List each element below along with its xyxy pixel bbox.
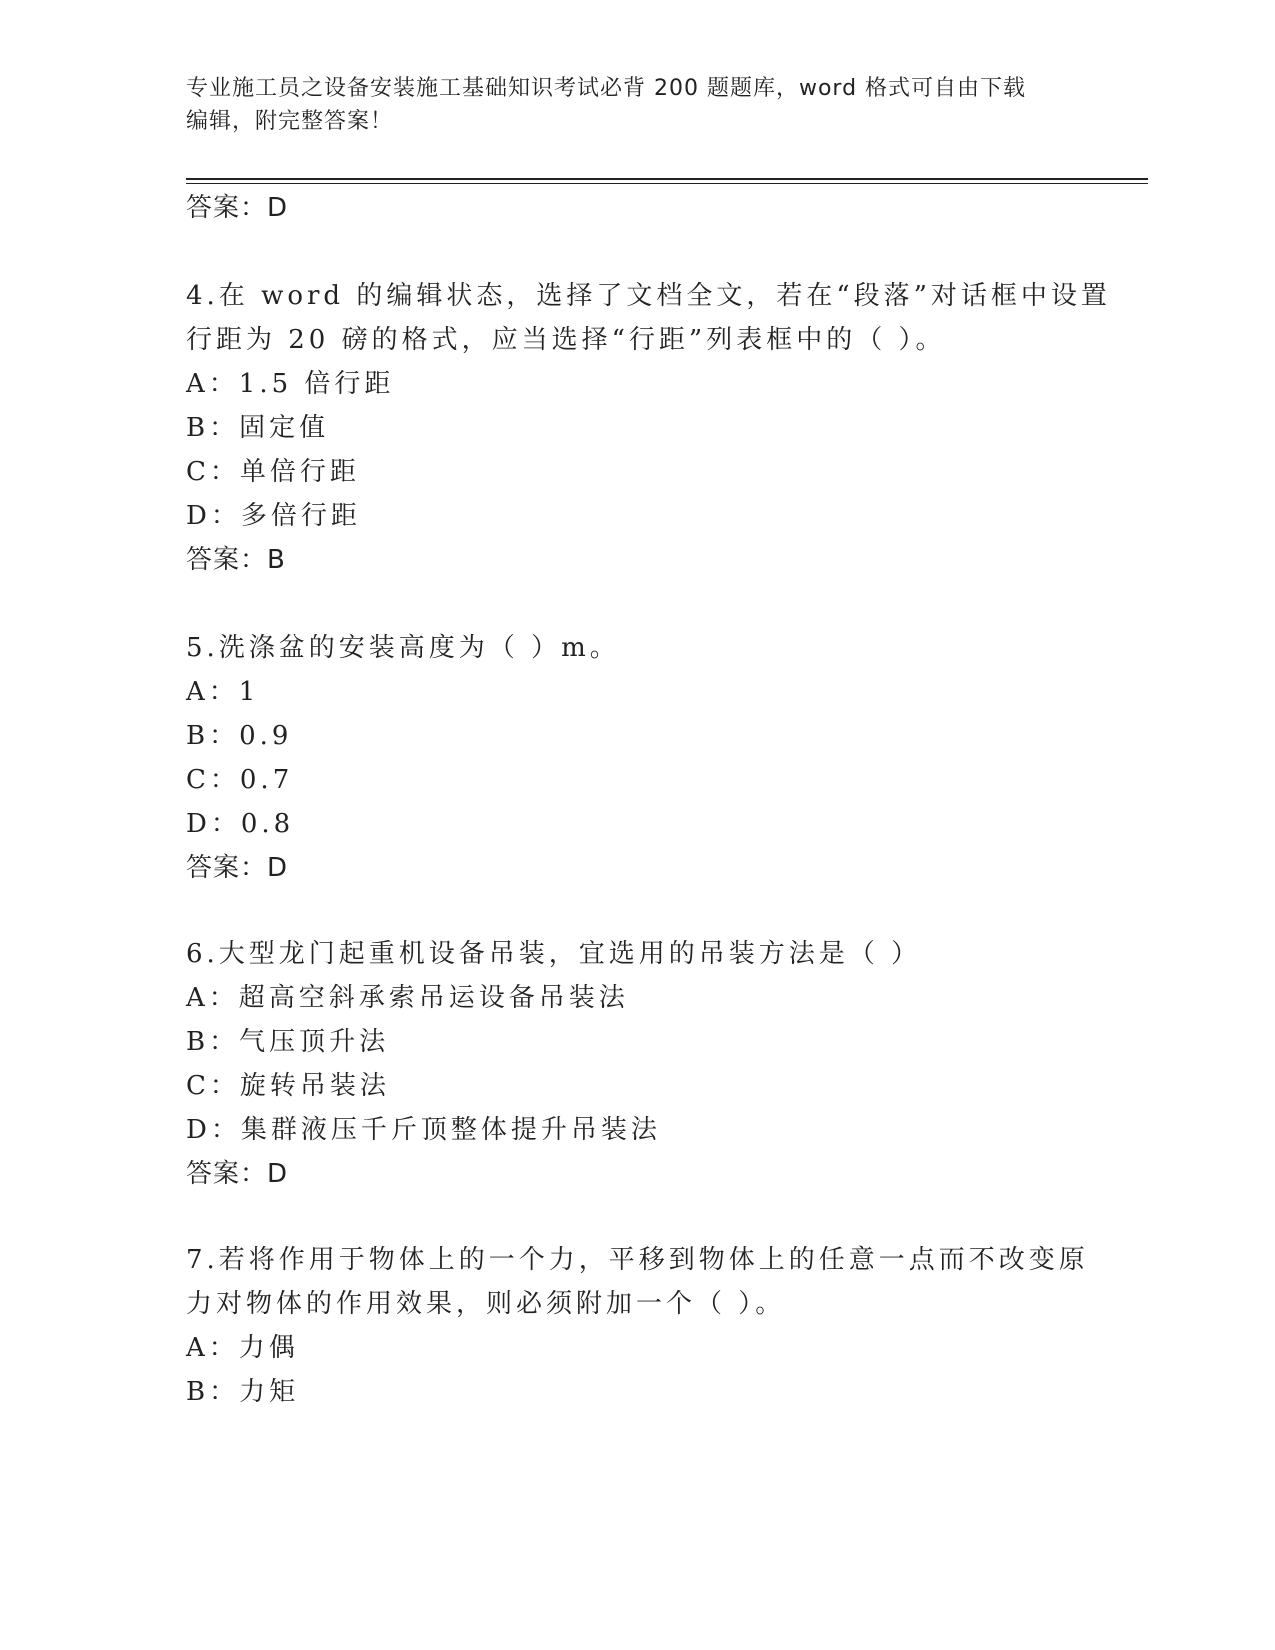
- question-4-stem-line-1: 4.在 word 的编辑状态，选择了文档全文，若在“段落”对话框中设置: [186, 281, 1111, 311]
- question-7-option-b: B：力矩: [186, 1377, 300, 1407]
- question-6-stem: 6.大型龙门起重机设备吊装，宜选用的吊装方法是（ ）: [186, 939, 922, 969]
- question-5-stem: 5.洗涤盆的安装高度为（ ）m。: [186, 633, 620, 663]
- question-5-option-b: B：0.9: [186, 721, 293, 751]
- document-header: [186, 72, 1066, 138]
- header-line-2: 编辑，附完整答案！: [186, 109, 394, 134]
- question-4-stem-line-2: 行距为 20 磅的格式，应当选择“行距”列表框中的（ ）。: [186, 325, 946, 355]
- question-4-option-a: A：1.5 倍行距: [186, 369, 395, 399]
- question-6-option-c: C：旋转吊装法: [186, 1071, 390, 1101]
- question-5-answer: 答案：D: [186, 853, 289, 883]
- question-7-stem-line-2: 力对物体的作用效果，则必须附加一个（ ）。: [186, 1289, 786, 1319]
- question-5-option-d: D：0.8: [186, 809, 295, 839]
- header-divider-thin: [186, 183, 1148, 184]
- header-line-1: 专业施工员之设备安装施工基础知识考试必背 200 题题库，word 格式可自由下载: [186, 76, 1027, 101]
- question-7-option-a: A：力偶: [186, 1333, 299, 1363]
- question-4-option-d: D：多倍行距: [186, 501, 361, 531]
- previous-answer: 答案：D: [186, 193, 289, 223]
- question-4-option-c: C：单倍行距: [186, 457, 360, 487]
- header-divider: [186, 178, 1148, 180]
- question-6-option-b: B：气压顶升法: [186, 1027, 390, 1057]
- question-6-option-d: D：集群液压千斤顶整体提升吊装法: [186, 1115, 661, 1145]
- question-6-answer: 答案：D: [186, 1159, 289, 1189]
- question-6-option-a: A：超高空斜承索吊运设备吊装法: [186, 983, 629, 1013]
- question-5-option-a: A：1: [186, 677, 260, 707]
- question-4-option-b: B：固定值: [186, 413, 330, 443]
- question-5-option-c: C：0.7: [186, 765, 294, 795]
- question-7-stem-line-1: 7.若将作用于物体上的一个力，平移到物体上的任意一点而不改变原: [186, 1245, 1089, 1275]
- question-4-answer: 答案：B: [186, 545, 286, 575]
